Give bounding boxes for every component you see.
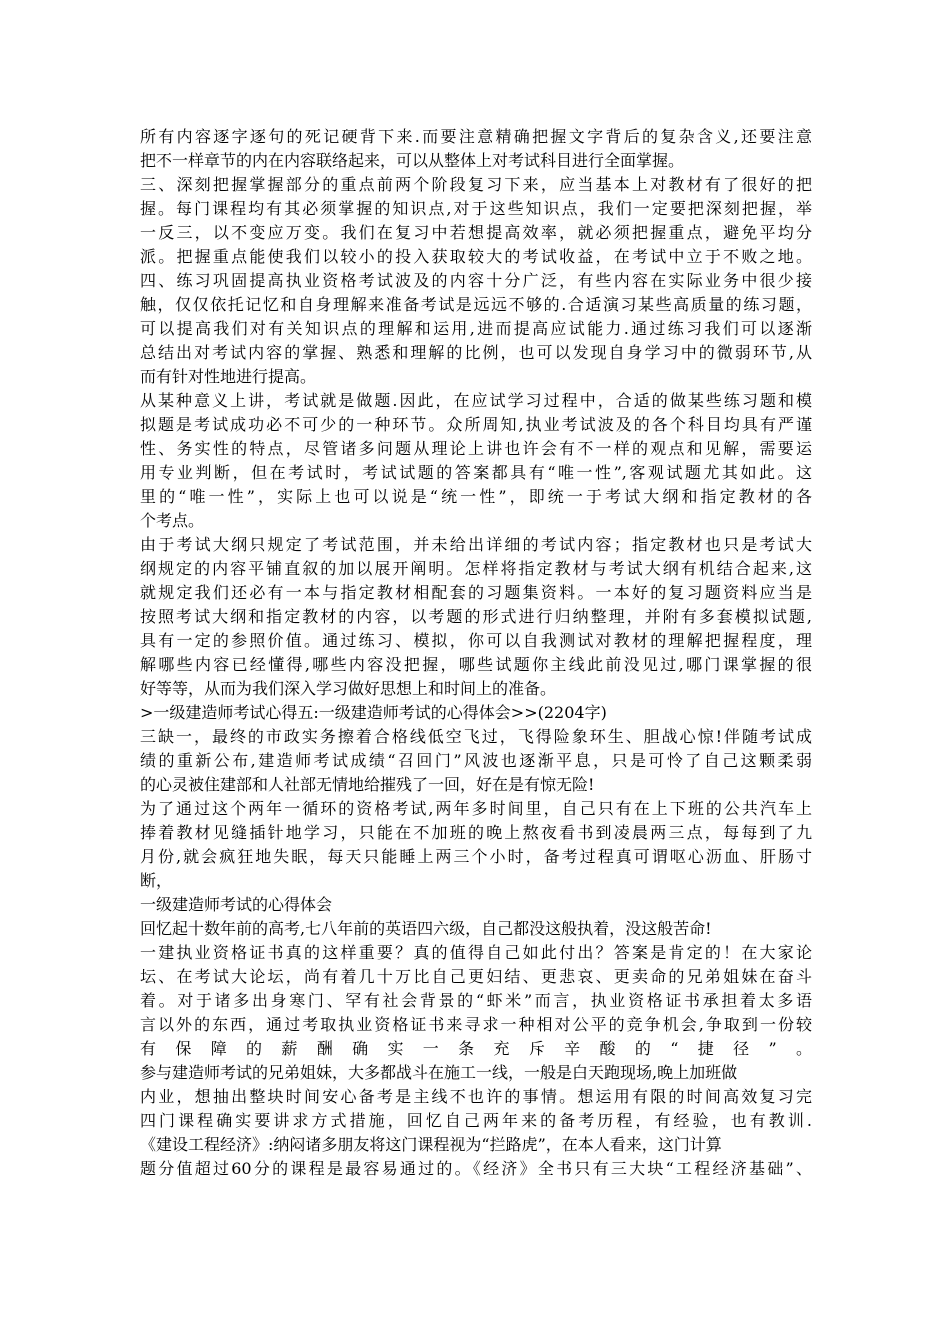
text-line: 有保障的薪酬确实一条充斥辛酸的“捷径”。 xyxy=(140,1039,812,1058)
text-line: 拟题是考试成功必不可少的一种环节。众所周知,执业考试波及的各个科目均具有严谨 xyxy=(140,415,812,434)
document-body xyxy=(140,125,812,1205)
text-line: 的心灵被住建部和人社部无情地给摧残了一回，好在是有惊无险! xyxy=(140,775,595,794)
text-line: 从某种意义上讲，考试就是做题.因此，在应试学习过程中，合适的做某些练习题和模 xyxy=(140,391,812,410)
text-line: 捧着教材见缝插针地学习，只能在不加班的晚上熬夜看书到凌晨两三点，每每到了九 xyxy=(140,823,812,842)
text-line: 坛、在考试大论坛，尚有着几十万比自己更妇结、更悲哀、更卖命的兄弟姐妹在奋斗 xyxy=(140,967,812,986)
text-line: 把不一样章节的内在内容联络起来，可以从整体上对考试科目进行全面掌握。 xyxy=(140,151,685,170)
text-line: 断， xyxy=(140,871,173,890)
text-line: 着。对于诸多出身寒门、罕有社会背景的“虾米”而言，执业资格证书承担着太多语 xyxy=(140,991,812,1010)
text-line: 回忆起十数年前的高考,七八年前的英语四六级，自己都没这般执着，没这般苦命! xyxy=(140,919,712,938)
text-line: 一反三，以不变应万变。我们在复习中若想提高效率，就必须把握重点，避免平均分 xyxy=(140,223,812,242)
text-line: 为了通过这个两年一循环的资格考试,两年多时间里，自己只有在上下班的公共汽车上 xyxy=(140,799,812,818)
text-line: 月份,就会疯狂地失眠，每天只能睡上两三个小时，备考过程真可谓呕心沥血、肝肠寸 xyxy=(140,847,812,866)
text-line: 握。每门课程均有其必须掌握的知识点,对于这些知识点，我们一定要把深刻把握，举 xyxy=(140,199,812,218)
text-line: 题分值超过60分的课程是最容易通过的。《经济》全书只有三大块“工程经济基础”、 xyxy=(140,1159,812,1178)
text-line: 内业，想抽出整块时间安心备考是主线不也许的事情。想运用有限的时间高效复习完 xyxy=(140,1087,812,1106)
text-line: 《建设工程经济》:纳闷诸多朋友将这门课程视为“拦路虎”，在本人看来，这门计算 xyxy=(140,1135,722,1154)
text-line: 纲规定的内容平铺直叙的加以展开阐明。怎样将指定教材与考试大纲有机结合起来,这 xyxy=(140,559,812,578)
text-line: 具有一定的参照价值。通过练习、模拟，你可以自我测试对教材的理解把握程度，理 xyxy=(140,631,812,650)
text-line: 可以提高我们对有关知识点的理解和运用,进而提高应试能力.通过练习我们可以逐渐 xyxy=(140,319,812,338)
text-line: 四、练习巩固提高执业资格考试波及的内容十分广泛，有些内容在实际业务中很少接 xyxy=(140,271,812,290)
text-line: 个考点。 xyxy=(140,511,205,530)
text-line: 解哪些内容已经懂得,哪些内容没把握，哪些试题你主线此前没见过,哪门课掌握的很 xyxy=(140,655,812,674)
text-line: 一建执业资格证书真的这样重要？真的值得自己如此付出？答案是肯定的！在大家论 xyxy=(140,943,812,962)
text-line: 派。把握重点能使我们以较小的投入获取较大的考试收益，在考试中立于不败之地。 xyxy=(140,247,812,266)
text-line: 里的“唯一性”，实际上也可以说是“统一性”，即统一于考试大纲和指定教材的各 xyxy=(140,487,812,506)
text-line: 性、务实性的特点，尽管诸多问题从理论上讲也许会有不一样的观点和见解，需要运 xyxy=(140,439,812,458)
text-line: 好等等，从而为我们深入学习做好思想上和时间上的准备。 xyxy=(140,679,557,698)
text-line: 用专业判断，但在考试时，考试试题的答案都具有“唯一性”,客观试题尤其如此。这 xyxy=(140,463,812,482)
text-line: 所有内容逐字逐句的死记硬背下来.而要注意精确把握文字背后的复杂含义,还要注意 xyxy=(140,127,812,146)
text-line: 而有针对性地进行提高。 xyxy=(140,367,317,386)
text-line: 总结出对考试内容的掌握、熟悉和理解的比例，也可以发现自身学习中的微弱环节,从 xyxy=(140,343,812,362)
text-line: 绩的重新公布,建造师考试成绩“召回门”风波也逐渐平息，只是可怜了自己这颗柔弱 xyxy=(140,751,812,770)
text-line: 触，仅仅依托记忆和自身理解来准备考试是远远不够的.合适演习某些高质量的练习题， xyxy=(140,295,812,314)
text-line: 三、深刻把握掌握部分的重点前两个阶段复习下来，应当基本上对教材有了很好的把 xyxy=(140,175,812,194)
text-line: 四门课程确实要讲求方式措施，回忆自己两年来的备考历程，有经验，也有教训. xyxy=(140,1111,812,1130)
text-line: 言以外的东西，通过考取执业资格证书来寻求一种相对公平的竞争机会,争取到一份较 xyxy=(140,1015,812,1034)
text-line xyxy=(140,1181,812,1205)
subheading-line: 一级建造师考试的心得体会 xyxy=(140,895,333,914)
text-line: 三缺一，最终的市政实务擦着合格线低空飞过，飞得险象环生、胆战心惊!伴随考试成 xyxy=(140,727,812,746)
section-heading-line: >一级建造师考试心得五:一级建造师考试的心得体会>>(2204字) xyxy=(140,703,607,722)
text-line: 按照考试大纲和指定教材的内容，以考题的形式进行归纳整理，并附有多套模拟试题, xyxy=(140,607,812,626)
text-line: 参与建造师考试的兄弟姐妹，大多都战斗在施工一线，一般是白天跑现场,晚上加班做 xyxy=(140,1063,738,1082)
text-line: 由于考试大纲只规定了考试范围，并未给出详细的考试内容；指定教材也只是考试大 xyxy=(140,535,812,554)
text-line: 就规定我们还必有一本与指定教材相配套的习题集资料。一本好的复习题资料应当是 xyxy=(140,583,812,602)
